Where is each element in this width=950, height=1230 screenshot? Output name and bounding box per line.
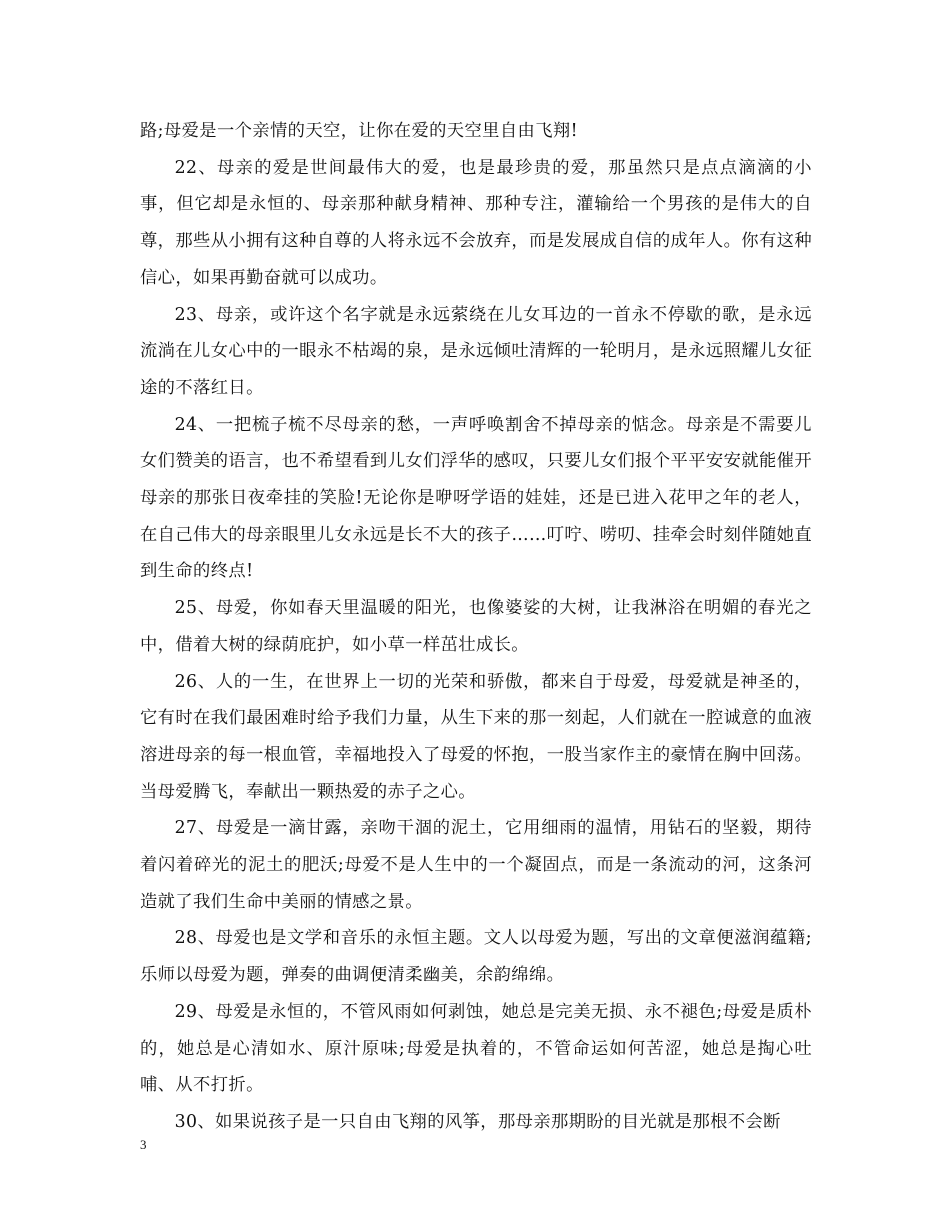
paragraph-27: 27、母爱是一滴甘露，亲吻干涸的泥土，它用细雨的温情，用钻石的坚毅，期待着闪着碎光的泥土的肥沃;母爱不是人生中的一个凝固点，而是一条流动的河，这条河造就了我们生命中美丽的情感之景。 — [140, 818, 812, 912]
paragraph-28: 28、母爱也是文学和音乐的永恒主题。文人以母爱为题，写出的文章便滋润蕴籍;乐师以母爱为题，弹奏的曲调便清柔幽美，余韵绵绵。 — [140, 928, 812, 986]
body-text — [140, 113, 812, 1141]
paragraph-25: 25、母爱，你如春天里温暖的阳光，也像婆娑的大树，让我淋浴在明媚的春光之中，借着大树的绿荫庇护，如小草一样茁壮成长。 — [140, 598, 812, 655]
paragraph-30: 30、如果说孩子是一只自由飞翔的风筝，那母亲那期盼的目光就是那根不会断 — [174, 1111, 781, 1132]
paragraph-24: 24、一把梳子梳不尽母亲的愁，一声呼唤割舍不掉母亲的惦念。母亲是不需要儿女们赞美的语言，也不希望看到儿女们浮华的感叹，只要儿女们报个平平安安就能催开母亲的那张日夜牵挂的笑脸!无论你是咿呀学语的娃娃，还是已进入花甲之年的老人，在自己伟大的母亲眼里儿女永远是长不大的孩子……叮咛、唠叨、挂牵会时刻伴随她直到生命的终点! — [140, 414, 812, 582]
paragraph-22: 22、母亲的爱是世间最伟大的爱，也是最珍贵的爱，那虽然只是点点滴滴的小事，但它却是永恒的、母亲那种献身精神、那种专注，灌输给一个男孩的是伟大的自尊，那些从小拥有这种自尊的人将永远不会放弃，而是发展成自信的成年人。你有这种信心，如果再勤奋就可以成功。 — [140, 157, 812, 288]
paragraph-continuation: 路;母爱是一个亲情的天空，让你在爱的天空里自由飞翔! — [140, 121, 578, 141]
paragraph-23: 23、母亲，或许这个名字就是永远萦绕在儿女耳边的一首永不停歇的歌，是永远流淌在儿女心中的一眼永不枯竭的泉，是永远倾吐清辉的一轮明月，是永远照耀儿女征途的不落红日。 — [140, 304, 812, 398]
paragraph-29: 29、母爱是永恒的，不管风雨如何剥蚀，她总是完美无损、永不褪色;母爱是质朴的，她总是心清如水、原汁原味;母爱是执着的，不管命运如何苦涩，她总是掏心吐哺、从不打折。 — [140, 1001, 812, 1096]
page-number: 3 — [140, 1137, 147, 1152]
paragraph-26: 26、人的一生，在世界上一切的光荣和骄傲，都来自于母爱，母爱就是神圣的，它有时在我们最困难时给予我们力量，从生下来的那一刻起，人们就在一腔诚意的血液溶进母亲的每一根血管，幸福地投入了母爱的怀抱，一股当家作主的豪情在胸中回荡。当母爱腾飞，奉献出一颗热爱的赤子之心。 — [140, 671, 812, 802]
